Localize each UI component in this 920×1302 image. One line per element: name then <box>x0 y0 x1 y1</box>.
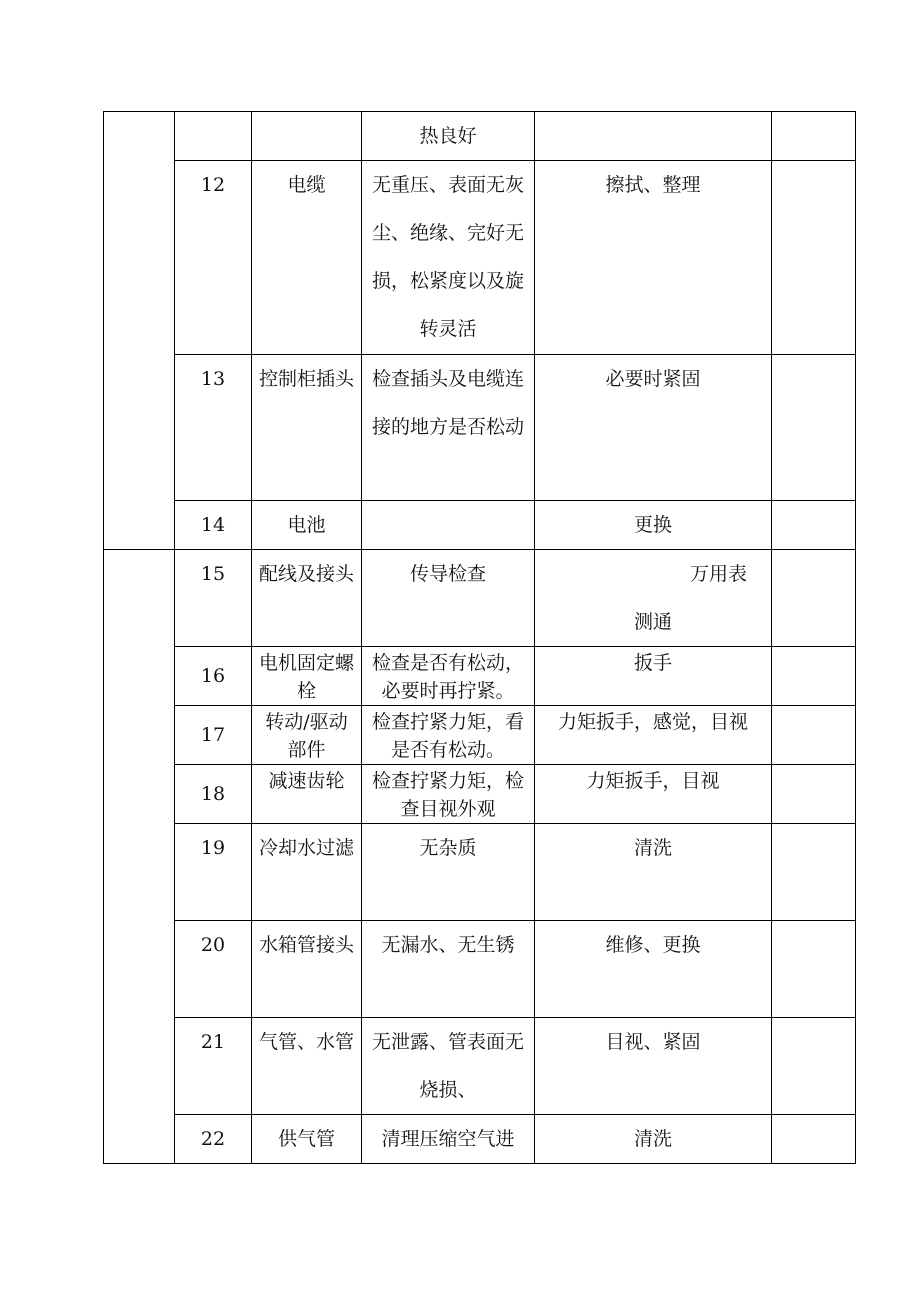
row-number: 19 <box>175 824 252 921</box>
remark-cell <box>772 501 856 550</box>
row-number <box>175 112 252 161</box>
remark-cell <box>772 112 856 161</box>
table-row <box>104 647 856 706</box>
item-name: 电缆 <box>252 161 362 355</box>
method-line: 测通 <box>633 611 672 633</box>
row-number: 13 <box>175 355 252 501</box>
table-row <box>104 550 856 647</box>
row-number: 12 <box>175 161 252 355</box>
check-standard: 清理压缩空气进 <box>362 1115 535 1164</box>
check-standard: 无重压、表面无灰尘、绝缘、完好无损，松紧度以及旋转灵活 <box>362 161 535 355</box>
row-number: 20 <box>175 921 252 1018</box>
row-number: 22 <box>175 1115 252 1164</box>
method-line: 万用表 <box>689 563 747 585</box>
remark-cell <box>772 706 856 765</box>
row-number: 16 <box>175 647 252 706</box>
method-tool: 力矩扳手，目视 <box>535 765 772 824</box>
category-cell <box>104 112 175 550</box>
remark-cell <box>772 765 856 824</box>
method-tool: 擦拭、整理 <box>535 161 772 355</box>
check-standard: 无杂质 <box>362 824 535 921</box>
check-standard: 无漏水、无生锈 <box>362 921 535 1018</box>
table-row <box>104 161 856 355</box>
check-standard: 检查是否有松动，必要时再拧紧。 <box>362 647 535 706</box>
remark-cell <box>772 161 856 355</box>
row-number: 14 <box>175 501 252 550</box>
item-name: 配线及接头 <box>252 550 362 647</box>
table-row <box>104 112 856 161</box>
remark-cell <box>772 1115 856 1164</box>
row-number: 15 <box>175 550 252 647</box>
item-name <box>252 112 362 161</box>
remark-cell <box>772 921 856 1018</box>
item-name: 转动/驱动部件 <box>252 706 362 765</box>
item-name: 冷却水过滤 <box>252 824 362 921</box>
check-standard: 检查拧紧力矩，检查目视外观 <box>362 765 535 824</box>
table-row <box>104 501 856 550</box>
method-tool <box>535 550 772 647</box>
item-name: 控制柜插头 <box>252 355 362 501</box>
item-name: 电池 <box>252 501 362 550</box>
method-tool: 清洗 <box>535 1115 772 1164</box>
method-tool: 扳手 <box>535 647 772 706</box>
table-row <box>104 706 856 765</box>
method-tool: 更换 <box>535 501 772 550</box>
row-number: 18 <box>175 765 252 824</box>
row-number: 17 <box>175 706 252 765</box>
remark-cell <box>772 647 856 706</box>
check-standard: 无泄露、管表面无烧损、 <box>362 1018 535 1115</box>
check-standard: 检查插头及电缆连接的地方是否松动 <box>362 355 535 501</box>
table-row <box>104 355 856 501</box>
check-standard <box>362 501 535 550</box>
table-row <box>104 824 856 921</box>
table-row <box>104 1018 856 1115</box>
item-name: 减速齿轮 <box>252 765 362 824</box>
table-row <box>104 1115 856 1164</box>
item-name: 气管、水管 <box>252 1018 362 1115</box>
method-tool <box>535 112 772 161</box>
method-tool: 力矩扳手，感觉，目视 <box>535 706 772 765</box>
remark-cell <box>772 1018 856 1115</box>
method-tool: 必要时紧固 <box>535 355 772 501</box>
method-tool: 目视、紧固 <box>535 1018 772 1115</box>
remark-cell <box>772 550 856 647</box>
item-name: 电机固定螺栓 <box>252 647 362 706</box>
remark-cell <box>772 355 856 501</box>
check-standard: 传导检查 <box>362 550 535 647</box>
method-tool: 清洗 <box>535 824 772 921</box>
table-row <box>104 921 856 1018</box>
row-number: 21 <box>175 1018 252 1115</box>
check-standard: 检查拧紧力矩，看是否有松动。 <box>362 706 535 765</box>
item-name: 供气管 <box>252 1115 362 1164</box>
maintenance-table <box>103 111 856 1164</box>
check-standard: 热良好 <box>362 112 535 161</box>
table-row <box>104 765 856 824</box>
remark-cell <box>772 824 856 921</box>
item-name: 水箱管接头 <box>252 921 362 1018</box>
method-tool: 维修、更换 <box>535 921 772 1018</box>
category-cell <box>104 550 175 1164</box>
